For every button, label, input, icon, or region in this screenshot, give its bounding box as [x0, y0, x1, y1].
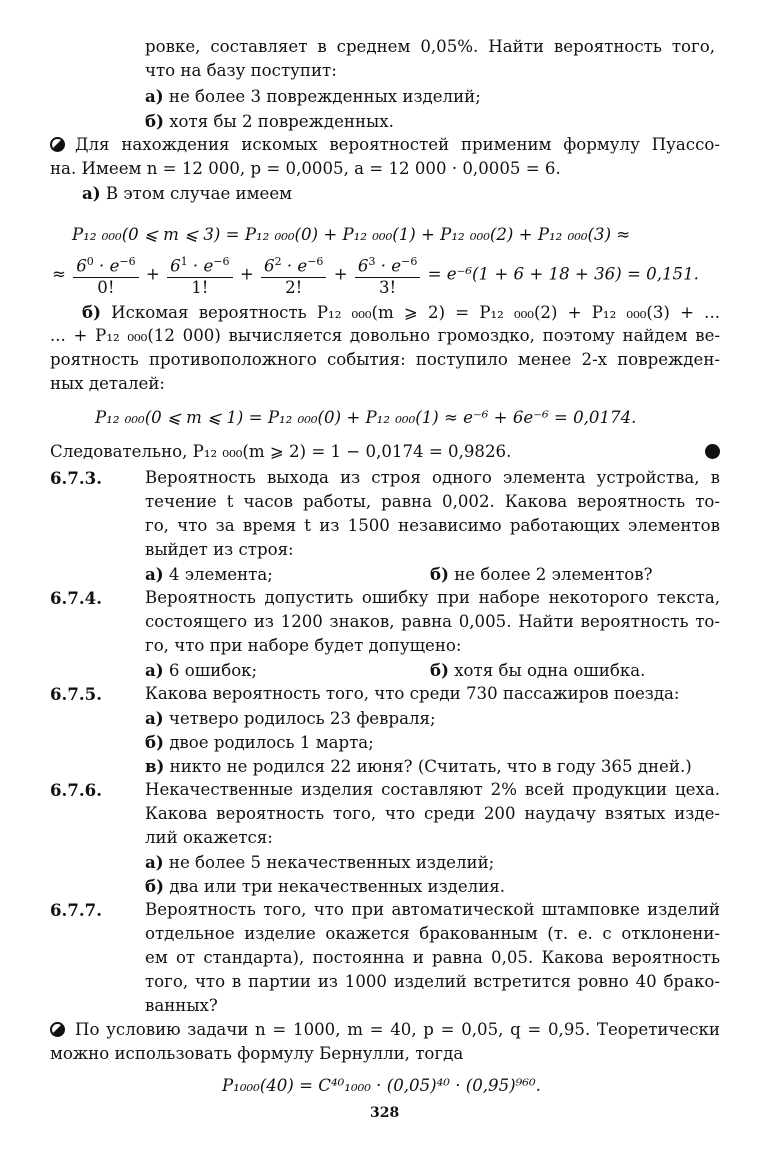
- problem-line: го, что при наборе будет допущено:: [145, 636, 462, 655]
- solution-1-item-b-line-1: [82, 301, 720, 324]
- problem-item-c: в) никто не родился 22 июня? (Считать, что в году 365 дней.): [145, 756, 692, 776]
- item-text: 6 ошибок;: [168, 661, 258, 680]
- problem-line: того, что в партии из 1000 изделий встретится ровно 40 брако-: [145, 972, 720, 991]
- item-text: хотя бы 2 поврежденных.: [169, 112, 394, 131]
- problem-line: Какова вероятность того, что среди 730 пассажиров поезда:: [145, 684, 680, 703]
- problem-number: 6.7.6.: [50, 780, 102, 800]
- solution-1-conclusion: Следовательно, P₁₂ ₀₀₀(m ⩾ 2) = 1 − 0,0174 = 0,9826.: [50, 442, 512, 461]
- problem-item-b: б) двое родилось 1 марта;: [145, 732, 374, 752]
- poisson-formula-line-1: P₁₂ ₀₀₀(0 ⩽ m ⩽ 3) = P₁₂ ₀₀₀(0) + P₁₂ ₀₀₀(1) + P₁₂ ₀₀₀(2) + P₁₂ ₀₀₀(3) ≈: [72, 225, 631, 244]
- item-text: четверо родилось 23 февраля;: [168, 709, 436, 728]
- problem-line: ванных?: [145, 996, 218, 1015]
- intro-item-b: [145, 110, 394, 133]
- intro-item-a: [145, 85, 481, 108]
- solution-text: Для нахождения искомых вероятностей применим формулу Пуассо-: [75, 135, 720, 154]
- item-text: Искомая вероятность P₁₂ ₀₀₀(m ⩾ 2) = P₁₂ ₀₀₀(2) + P₁₂ ₀₀₀(3) + ...: [111, 303, 720, 322]
- solution-text: По условию задачи n = 1000, m = 40, p = 0,05, q = 0,95. Теоретически: [75, 1020, 720, 1039]
- problem-number: 6.7.4.: [50, 588, 102, 608]
- poisson-formula-line-2: ≈ $\frac{6^0 \cdot e^{-6}}{0!}$ + $\frac{6^1 \cdot e^{-6}}{1!}$ + $\frac{6^2 \cdot e^{-6}}{2!}$ + $\frac{6^3 \cdot e^{-6}}{3!}$ = e⁻⁶(1 + 6 + 18 + 36) = 0,151.: [52, 252, 699, 298]
- problem-line: ем от стандарта), постоянна и равна 0,05. Какова вероятность: [145, 948, 720, 967]
- item-label: а): [82, 183, 101, 203]
- problem-line: отдельное изделие окажется бракованным (т. е. с отклонени-: [145, 924, 720, 943]
- item-text: 4 элемента;: [168, 565, 273, 584]
- solution-1-item-b-line-4: ных деталей:: [50, 374, 166, 393]
- problem-item-b: б) два или три некачественных изделия.: [145, 876, 506, 896]
- problem-line: Вероятность выхода из строя одного элемента устройства, в: [145, 468, 720, 487]
- problem-line: Некачественные изделия составляют 2% всей продукции цеха.: [145, 780, 720, 799]
- problem-number: 6.7.7.: [50, 900, 102, 920]
- item-label: а): [145, 86, 164, 106]
- complement-formula: P₁₂ ₀₀₀(0 ⩽ m ⩽ 1) = P₁₂ ₀₀₀(0) + P₁₂ ₀₀₀(1) ≈ e⁻⁶ + 6e⁻⁶ = 0,0174.: [95, 408, 637, 427]
- solution-2-line-2: можно использовать формулу Бернулли, тогда: [50, 1044, 464, 1063]
- intro-line-2: что на базу поступит:: [145, 61, 337, 80]
- problem-item-b: б) хотя бы одна ошибка.: [430, 660, 646, 680]
- item-text: не более 3 поврежденных изделий;: [168, 87, 481, 106]
- problem-line: состоящего из 1200 знаков, равна 0,005. Найти вероятность то-: [145, 612, 720, 631]
- intro-line-1: ровке, составляет в среднем 0,05%. Найти вероятность того,: [145, 37, 715, 56]
- item-label: б): [145, 111, 164, 131]
- problem-line: течение t часов работы, равна 0,002. Какова вероятность то-: [145, 492, 720, 511]
- item-text: не более 2 элементов?: [454, 565, 653, 584]
- solution-1-line-1: [50, 134, 720, 156]
- solution-start-icon: [50, 1022, 65, 1037]
- page-number: 328: [370, 1105, 400, 1121]
- item-text: не более 5 некачественных изделий;: [168, 853, 495, 872]
- solution-1-item-b-line-3: роятность противоположного события: поступило менее 2-х поврежден-: [50, 350, 720, 369]
- item-text: двое родилось 1 марта;: [169, 733, 374, 752]
- problem-number: 6.7.3.: [50, 468, 102, 488]
- problem-line: Какова вероятность того, что среди 200 наудачу взятых изде-: [145, 804, 720, 823]
- solution-start-icon: [50, 137, 65, 152]
- formula-tail: = e⁻⁶(1 + 6 + 18 + 36) = 0,151.: [427, 264, 699, 284]
- problem-line: Вероятность допустить ошибку при наборе некоторого текста,: [145, 588, 720, 607]
- item-text: никто не родился 22 июня? (Считать, что в году 365 дней.): [169, 757, 692, 776]
- bernoulli-formula: P₁₀₀₀(40) = C⁴⁰₁₀₀₀ · (0,05)⁴⁰ · (0,95)⁹⁶⁰.: [222, 1076, 541, 1095]
- problem-item-b: б) не более 2 элементов?: [430, 564, 653, 584]
- item-text: хотя бы одна ошибка.: [454, 661, 646, 680]
- problem-line: лий окажется:: [145, 828, 273, 847]
- problem-item-a: а) 4 элемента;: [145, 564, 273, 584]
- solution-2-line-1: [50, 1019, 720, 1041]
- item-label: б): [82, 302, 101, 322]
- problem-item-a: а) четверо родилось 23 февраля;: [145, 708, 436, 728]
- solution-1-item-b-line-2: ... + P₁₂ ₀₀₀(12 000) вычисляется довольно громоздко, поэтому найдем ве-: [50, 326, 720, 345]
- solution-1-line-2: на. Имеем n = 12 000, p = 0,0005, a = 12 000 · 0,0005 = 6.: [50, 159, 561, 178]
- problem-number: 6.7.5.: [50, 684, 102, 704]
- item-text: В этом случае имеем: [105, 184, 293, 203]
- item-text: два или три некачественных изделия.: [169, 877, 506, 896]
- problem-line: го, что за время t из 1500 независимо работающих элементов: [145, 516, 720, 535]
- solution-1-item-a: [82, 182, 292, 205]
- problem-line: выйдет из строя:: [145, 540, 294, 559]
- problem-item-a: а) 6 ошибок;: [145, 660, 258, 680]
- solution-end-icon: [705, 444, 720, 459]
- problem-item-a: а) не более 5 некачественных изделий;: [145, 852, 495, 872]
- problem-line: Вероятность того, что при автоматической штамповке изделий: [145, 900, 720, 919]
